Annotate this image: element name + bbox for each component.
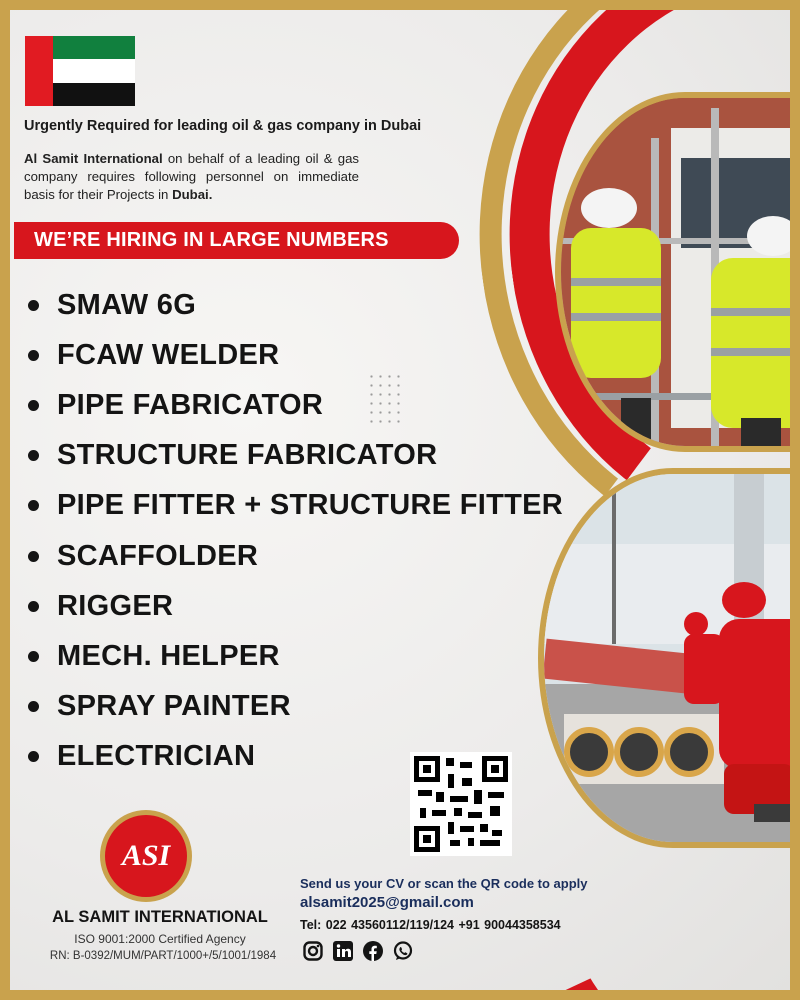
registration-number: RN: B-0392/MUM/PART/1000+/5/1001/1984 <box>49 950 277 962</box>
apply-instructions: Send us your CV or scan the QR code to apply <box>300 876 588 891</box>
email-link[interactable]: alsamit2025@gmail.com <box>300 894 474 911</box>
bullet-icon <box>28 450 39 461</box>
company-name: AL SAMIT INTERNATIONAL <box>52 908 268 926</box>
job-title: SPRAY PAINTER <box>57 690 291 723</box>
job-title: SMAW 6G <box>57 288 197 321</box>
list-item <box>28 631 563 681</box>
job-title: PIPE FITTER + STRUCTURE FITTER <box>57 489 564 522</box>
bullet-icon <box>28 551 39 562</box>
rigging-photo <box>538 468 790 848</box>
intro-body: on behalf of a leading oil & gas company requires following personnel on immediate basis for their Projects in <box>24 151 359 202</box>
bullet-icon <box>28 500 39 511</box>
job-title: ELECTRICIAN <box>57 740 256 773</box>
contact-block <box>300 876 588 932</box>
list-item <box>28 682 563 732</box>
job-title: STRUCTURE FABRICATOR <box>57 439 438 472</box>
linkedin-icon[interactable] <box>332 940 354 962</box>
poster-card <box>10 10 790 990</box>
social-icons <box>302 940 414 962</box>
intro-city: Dubai. <box>172 187 213 202</box>
job-list <box>28 280 563 782</box>
job-title: SCAFFOLDER <box>57 539 259 572</box>
logo-text: ASI <box>105 815 187 897</box>
job-title: MECH. HELPER <box>57 639 280 672</box>
list-item <box>28 330 563 380</box>
headline: Urgently Required for leading oil & gas company in Dubai <box>24 118 422 134</box>
bullet-icon <box>28 300 39 311</box>
job-title: PIPE FABRICATOR <box>57 388 324 421</box>
intro-company: Al Samit International <box>24 151 163 166</box>
list-item <box>28 481 563 531</box>
job-title: FCAW WELDER <box>57 338 280 371</box>
intro-text <box>24 150 359 204</box>
bullet-icon <box>28 651 39 662</box>
list-item <box>28 531 563 581</box>
bullet-icon <box>28 601 39 612</box>
list-item <box>28 380 563 430</box>
hiring-banner: WE’RE HIRING IN LARGE NUMBERS <box>14 222 459 259</box>
list-item <box>28 280 563 330</box>
iso-certification: ISO 9001:2000 Certified Agency <box>74 932 246 946</box>
facebook-icon[interactable] <box>362 940 384 962</box>
job-title: RIGGER <box>57 589 174 622</box>
uae-flag <box>25 36 135 106</box>
list-item <box>28 581 563 631</box>
whatsapp-icon[interactable] <box>392 940 414 962</box>
asi-logo <box>100 810 192 902</box>
bullet-icon <box>28 400 39 411</box>
phone-numbers: Tel: 022 43560112/119/124 +91 90044358534 <box>300 918 561 932</box>
list-item <box>28 431 563 481</box>
qr-code[interactable] <box>410 752 512 856</box>
decor-dot-grid <box>367 372 401 424</box>
bullet-icon <box>28 751 39 762</box>
bullet-icon <box>28 350 39 361</box>
instagram-icon[interactable] <box>302 940 324 962</box>
bullet-icon <box>28 701 39 712</box>
